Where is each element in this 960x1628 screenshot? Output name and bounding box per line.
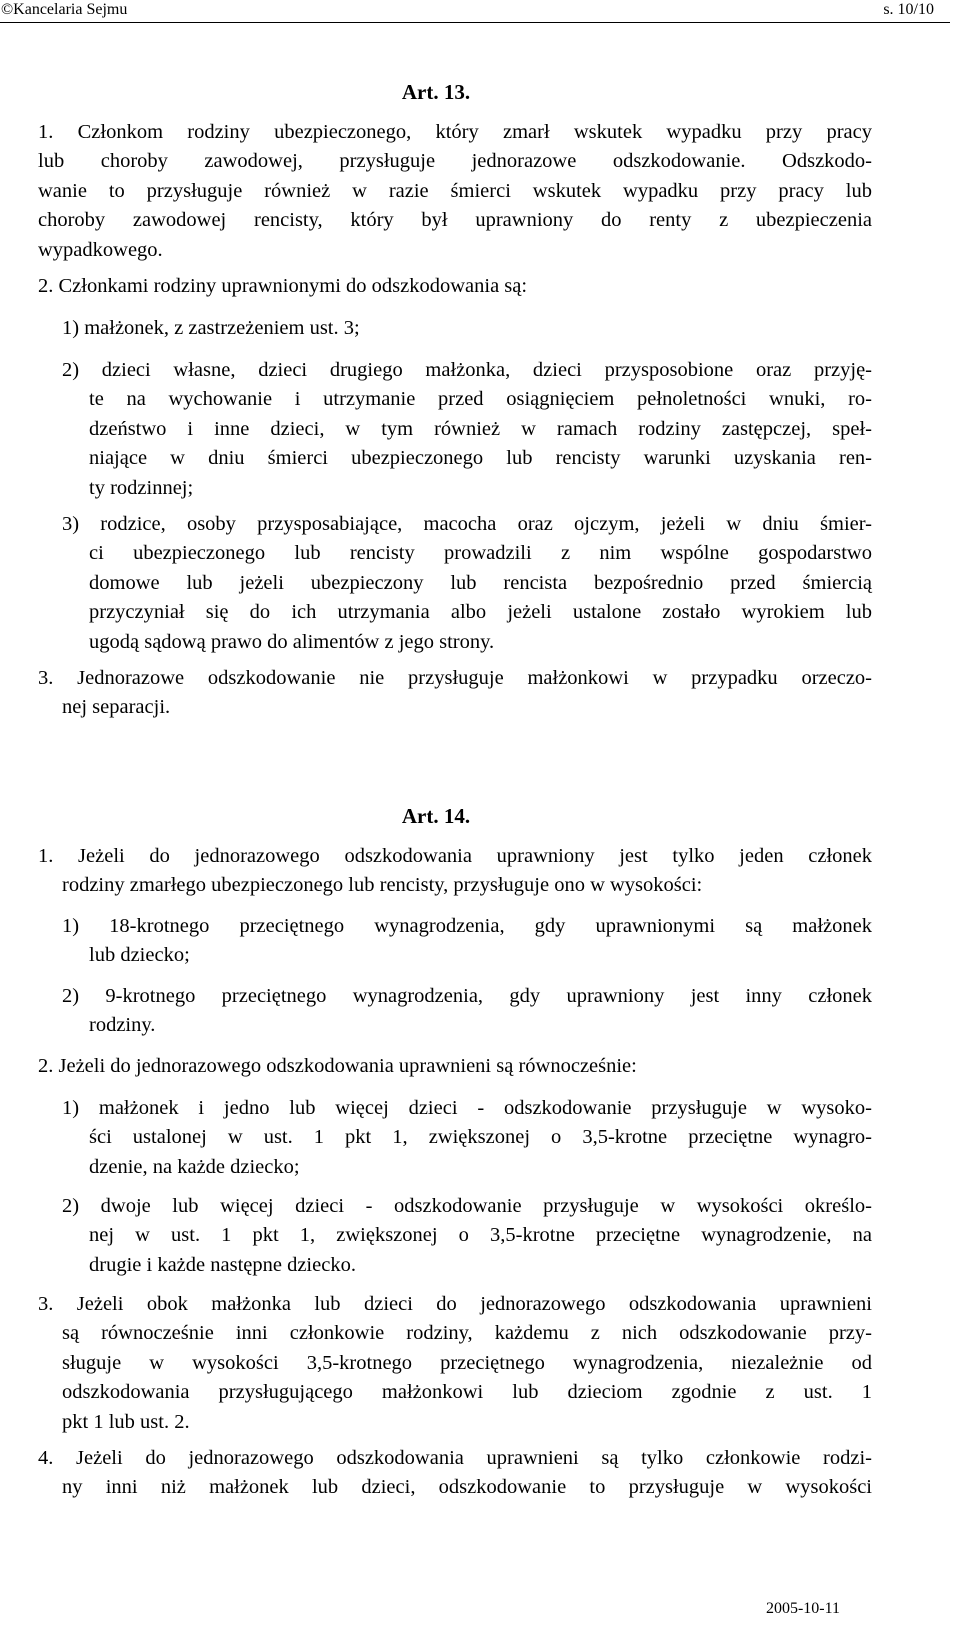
text-line: ci ubezpieczonego lub rencisty prowadzili z nim wspólne gospodarstwo — [89, 542, 872, 565]
art13-paragraph-3 — [38, 664, 872, 723]
text-line: 1. Jeżeli do jednorazowego odszkodowania uprawniony jest tylko jeden członek — [38, 845, 872, 867]
text-line: rodziny zmarłego ubezpieczonego lub rencisty, przysługuje ono w wysokości: — [62, 874, 703, 897]
art13-point-3 — [62, 510, 872, 657]
text-line: 1) małżonek, z zastrzeżeniem ust. 3; — [62, 317, 360, 339]
text-line: choroby zawodowej rencisty, który był uprawniony do renty z ubezpieczenia — [38, 209, 872, 232]
art14-paragraph-3 — [38, 1290, 872, 1437]
header-page-number: s. 10/10 — [883, 1, 934, 18]
art14-paragraph-4 — [38, 1444, 872, 1503]
text-line: lub choroby zawodowej, przysługuje jednorazowe odszkodowanie. Odszkodo- — [38, 150, 872, 173]
footer-date: 2005-10-11 — [765, 1600, 840, 1617]
art13-paragraph-2 — [38, 272, 872, 301]
text-line: 1) 18-krotnego przeciętnego wynagrodzenia, gdy uprawnionymi są małżonek — [62, 915, 872, 937]
text-line: 2) dzieci własne, dzieci drugiego małżonka, dzieci przysposobione oraz przyję- — [62, 359, 872, 381]
text-line: pkt 1 lub ust. 2. — [62, 1410, 190, 1433]
art14-point-2-1 — [62, 1094, 872, 1182]
text-line: ugodą sądową prawo do alimentów z jego strony. — [89, 630, 495, 653]
text-line: 2. Członkami rodziny uprawnionymi do odszkodowania są: — [38, 275, 528, 297]
text-line: nej w ust. 1 pkt 1, zwiększonej o 3,5-krotne przeciętne wynagrodzenie, na — [89, 1224, 872, 1247]
text-line: niające w dniu śmierci ubezpieczonego lub rencisty warunki uzyskania ren- — [89, 447, 872, 470]
article-13-title: Art. 13. — [401, 80, 471, 104]
art14-point-2-2 — [62, 1192, 872, 1280]
text-line: ści ustalonej w ust. 1 pkt 1, zwiększonej o 3,5-krotne przeciętne wynagro- — [89, 1126, 872, 1149]
text-line: 4. Jeżeli do jednorazowego odszkodowania uprawnieni są tylko członkowie rodzi- — [38, 1447, 872, 1469]
header-divider — [0, 22, 950, 23]
text-line: odszkodowania przysługującego małżonkowi lub dzieciom zgodnie z ust. 1 — [62, 1381, 872, 1404]
text-line: nej separacji. — [62, 696, 171, 719]
text-line: 3) rodzice, osoby przysposabiające, macocha oraz ojczym, jeżeli w dniu śmier- — [62, 513, 872, 535]
art14-paragraph-2 — [38, 1052, 872, 1081]
text-line: 2) 9-krotnego przeciętnego wynagrodzenia, gdy uprawniony jest inny członek — [62, 985, 872, 1007]
text-line: 2) dwoje lub więcej dzieci - odszkodowanie przysługuje w wysokości określo- — [62, 1195, 872, 1217]
text-line: wypadkowego. — [38, 238, 163, 261]
art14-point-1-2 — [62, 982, 872, 1041]
header-copyright: ©Kancelaria Sejmu — [1, 1, 128, 18]
text-line: są równocześnie inni członkowie rodziny, każdemu z nich odszkodowanie przy- — [62, 1322, 872, 1345]
text-line: dzeństwo i inne dzieci, w tym również w ramach rodziny zastępczej, speł- — [89, 417, 872, 440]
text-line: te na wychowanie i utrzymanie przed osiągnięciem pełnoletności wnuki, ro- — [89, 388, 872, 411]
text-line: przyczyniał się do ich utrzymania albo jeżeli ustalone zostało wyrokiem lub — [89, 601, 872, 624]
text-line: ty rodzinnej; — [89, 476, 194, 499]
text-line: sługuje w wysokości 3,5-krotnego przeciętnego wynagrodzenia, niezależnie od — [62, 1351, 872, 1374]
art13-point-1 — [62, 314, 872, 343]
text-line: 3. Jeżeli obok małżonka lub dzieci do jednorazowego odszkodowania uprawnieni — [38, 1293, 872, 1315]
text-line: 1) małżonek i jedno lub więcej dzieci - odszkodowanie przysługuje w wysoko- — [62, 1097, 872, 1119]
text-line: 3. Jednorazowe odszkodowanie nie przysługuje małżonkowi w przypadku orzeczo- — [38, 667, 872, 689]
text-line: domowe lub jeżeli ubezpieczony lub rencista bezpośrednio przed śmiercią — [89, 571, 872, 594]
text-line: lub dziecko; — [89, 944, 190, 967]
page-header — [0, 0, 960, 22]
article-14-title: Art. 14. — [401, 804, 471, 828]
text-line: ny inni niż małżonek lub dzieci, odszkodowanie to przysługuje w wysokości — [62, 1476, 872, 1499]
text-line: rodziny. — [89, 1014, 156, 1037]
art14-paragraph-1 — [38, 842, 872, 901]
art14-point-1-1 — [62, 912, 872, 971]
text-line: drugie i każde następne dziecko. — [89, 1253, 356, 1276]
text-line: dzenie, na każde dziecko; — [89, 1155, 300, 1178]
text-line: wanie to przysługuje również w razie śmierci wskutek wypadku przy pracy lub — [38, 179, 872, 202]
text-line: 1. Członkom rodziny ubezpieczonego, który zmarł wskutek wypadku przy pracy — [38, 121, 872, 143]
art13-point-2 — [62, 356, 872, 503]
art13-paragraph-1 — [38, 118, 872, 265]
text-line: 2. Jeżeli do jednorazowego odszkodowania uprawnieni są równocześnie: — [38, 1055, 637, 1077]
